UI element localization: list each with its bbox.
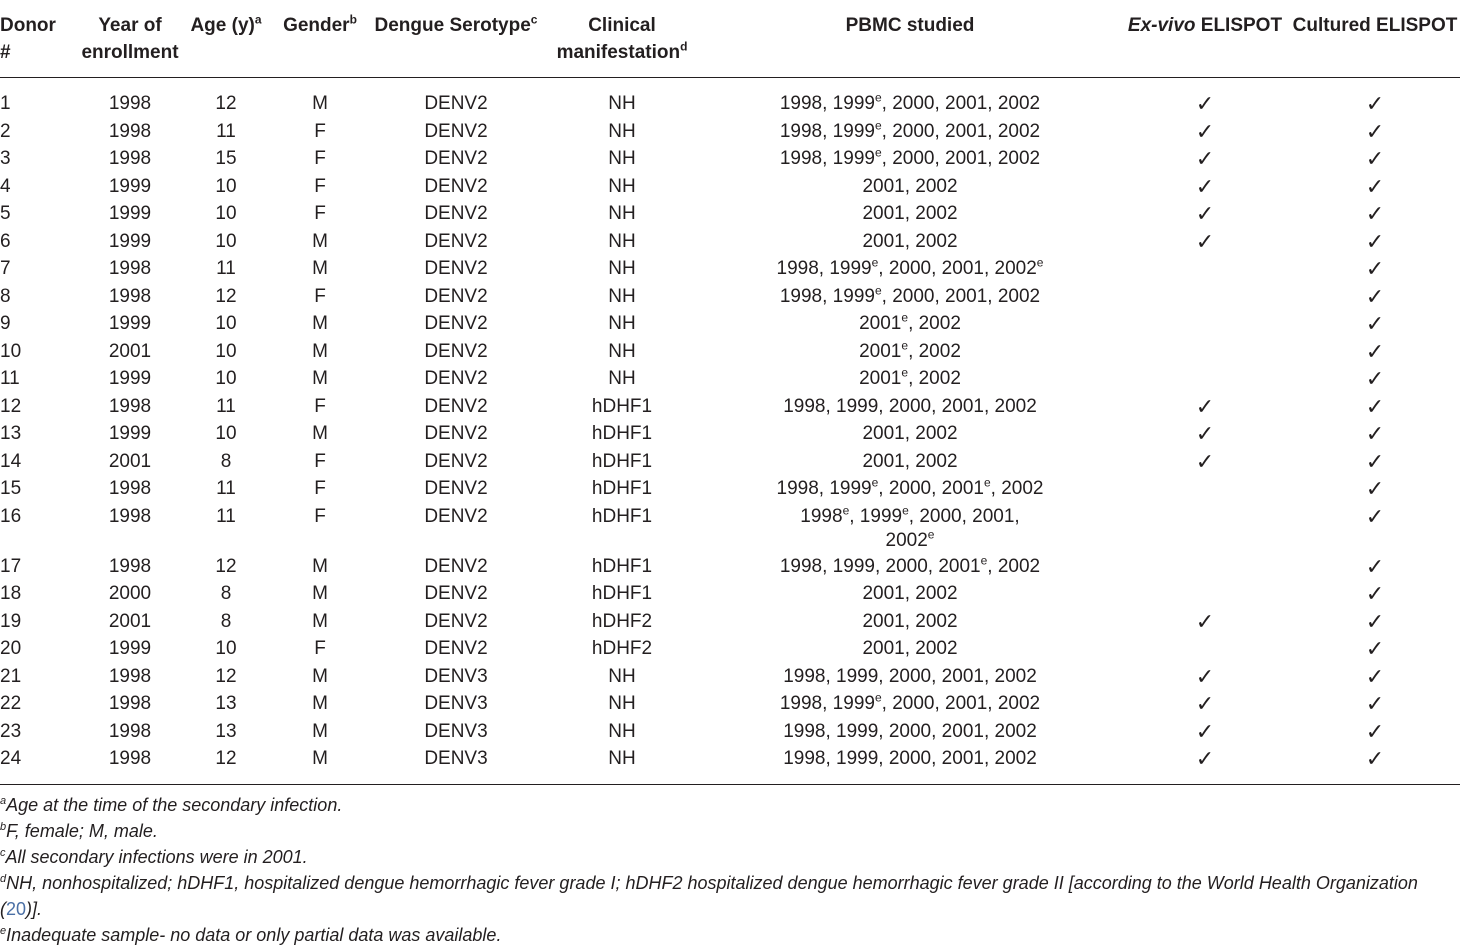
table-row bbox=[0, 690, 1460, 718]
cell-gender: M bbox=[312, 313, 328, 334]
cell-clinical: NH bbox=[608, 748, 636, 769]
cultured-check-icon: ✓ bbox=[1365, 503, 1385, 529]
cell-donor: 15 bbox=[0, 478, 22, 499]
cell-serotype: DENV2 bbox=[424, 505, 488, 527]
cell-donor: 7 bbox=[0, 258, 11, 279]
cell-age: 13 bbox=[215, 720, 237, 742]
cultured-check-icon: ✓ bbox=[1365, 91, 1385, 116]
cell-gender: F bbox=[314, 203, 326, 224]
cell-clinical: NH bbox=[608, 120, 636, 142]
cell-year: 1998 bbox=[108, 720, 152, 742]
cell-clinical: NH bbox=[608, 368, 636, 389]
cell-donor: 2 bbox=[0, 120, 11, 142]
cell-age: 8 bbox=[220, 583, 232, 604]
cultured-check-icon: ✓ bbox=[1365, 146, 1385, 171]
table-row bbox=[0, 283, 1460, 311]
cultured-check-icon: ✓ bbox=[1365, 636, 1385, 661]
cell-gender: M bbox=[312, 423, 328, 444]
cultured-check-icon: ✓ bbox=[1365, 173, 1385, 199]
cell-clinical: NH bbox=[608, 230, 636, 252]
cell-donor: 13 bbox=[0, 423, 22, 444]
cell-gender: M bbox=[312, 583, 328, 604]
cell-clinical: hDHF1 bbox=[591, 423, 653, 444]
cell-year: 1999 bbox=[108, 638, 152, 659]
cultured-check-icon: ✓ bbox=[1365, 338, 1385, 364]
cell-clinical: hDHF1 bbox=[591, 583, 653, 604]
cell-age: 10 bbox=[215, 340, 237, 362]
cell-age: 12 bbox=[215, 93, 237, 114]
table-row bbox=[0, 338, 1460, 366]
cell-donor: 19 bbox=[0, 610, 22, 632]
table-row bbox=[0, 118, 1460, 146]
cell-age: 10 bbox=[215, 638, 237, 659]
exvivo-check-icon: ✓ bbox=[1195, 608, 1215, 634]
table-row bbox=[0, 145, 1460, 173]
cell-serotype: DENV2 bbox=[424, 583, 488, 604]
cell-clinical: NH bbox=[608, 720, 636, 742]
exvivo-check-icon: ✓ bbox=[1195, 201, 1215, 226]
cell-serotype: DENV2 bbox=[424, 395, 488, 417]
cell-donor: 3 bbox=[0, 148, 11, 169]
cell-pbmc: 2001, 2002 bbox=[862, 423, 958, 444]
cell-serotype: DENV2 bbox=[424, 313, 488, 334]
table-row bbox=[0, 580, 1460, 608]
cell-year: 1998 bbox=[108, 555, 152, 577]
cell-pbmc: 1998, 1999e, 2000, 2001e, 2002 bbox=[776, 475, 1044, 499]
cell-age: 10 bbox=[215, 203, 237, 224]
cell-pbmc: 2001, 2002 bbox=[862, 610, 958, 632]
table-row bbox=[0, 475, 1460, 503]
cultured-check-icon: ✓ bbox=[1365, 581, 1385, 606]
table-row bbox=[0, 503, 1460, 553]
cell-donor: 12 bbox=[0, 395, 22, 417]
cell-pbmc: 1998, 1999e, 2000, 2001, 2002 bbox=[779, 145, 1041, 169]
cultured-check-icon: ✓ bbox=[1365, 448, 1385, 474]
cell-age: 10 bbox=[215, 313, 237, 334]
cultured-check-icon: ✓ bbox=[1365, 663, 1385, 689]
cell-year: 1999 bbox=[108, 313, 152, 334]
cell-serotype: DENV2 bbox=[424, 285, 488, 307]
cell-serotype: DENV3 bbox=[424, 720, 488, 742]
footnote-d: $^d$NH, nonhospitalized; hDHF1, hospitalized dengue hemorrhagic fever grade I; hDHF2 hospitalized dengue hemorrhagic fever grade II [according to the World Health Organization (20)]. bbox=[0, 873, 1418, 919]
cell-donor: 4 bbox=[0, 175, 11, 197]
cell-clinical: hDHF1 bbox=[591, 555, 653, 577]
header-serotype: Dengue Serotype$^c$ bbox=[368, 0, 544, 78]
header-row bbox=[0, 0, 1460, 78]
cell-pbmc: 1998, 1999e, 2000, 2001, 2002 bbox=[779, 90, 1041, 114]
cell-year: 1999 bbox=[108, 175, 152, 197]
exvivo-check-icon: ✓ bbox=[1195, 228, 1215, 254]
cell-gender: M bbox=[312, 368, 328, 389]
cell-donor: 21 bbox=[0, 665, 22, 687]
cell-pbmc: 1998, 1999e, 2000, 2001, 2002e bbox=[776, 255, 1044, 279]
cell-serotype: DENV3 bbox=[424, 693, 488, 714]
cell-gender: F bbox=[314, 505, 326, 527]
cell-year: 1998 bbox=[108, 395, 152, 417]
cell-pbmc: 2001, 2002 bbox=[862, 203, 958, 224]
cell-clinical: NH bbox=[608, 93, 636, 114]
cell-gender: F bbox=[314, 638, 326, 659]
cell-pbmc: 2001e, 2002 bbox=[859, 365, 961, 389]
table-row bbox=[0, 200, 1460, 228]
footnote-a: $^a$Age at the time of the secondary infection. bbox=[0, 795, 343, 815]
cell-year: 1998 bbox=[108, 258, 152, 279]
cell-gender: M bbox=[312, 230, 328, 252]
exvivo-check-icon: ✓ bbox=[1195, 746, 1215, 771]
reference-link[interactable]: 20 bbox=[6, 899, 27, 919]
table-row bbox=[0, 718, 1460, 746]
table-row bbox=[0, 663, 1460, 691]
cell-year: 1999 bbox=[108, 368, 152, 389]
cell-exvivo bbox=[1120, 635, 1290, 663]
cell-age: 11 bbox=[216, 478, 236, 499]
exvivo-check-icon: ✓ bbox=[1195, 393, 1215, 419]
table-row bbox=[0, 745, 1460, 784]
cultured-check-icon: ✓ bbox=[1365, 553, 1385, 579]
cell-donor: 9 bbox=[0, 313, 11, 334]
cell-year: 1998 bbox=[108, 120, 152, 142]
cell-gender: M bbox=[312, 340, 328, 362]
header-donor: Donor # bbox=[0, 0, 80, 78]
cell-donor: 10 bbox=[0, 340, 22, 362]
cultured-check-icon: ✓ bbox=[1365, 608, 1385, 634]
cultured-check-icon: ✓ bbox=[1365, 393, 1385, 419]
cell-exvivo bbox=[1120, 283, 1290, 311]
cell-gender: M bbox=[312, 610, 328, 632]
cell-age: 12 bbox=[215, 555, 237, 577]
cell-donor: 23 bbox=[0, 720, 22, 742]
cultured-check-icon: ✓ bbox=[1365, 201, 1385, 226]
cell-year: 1998 bbox=[108, 148, 152, 169]
exvivo-check-icon: ✓ bbox=[1195, 91, 1215, 116]
cell-year: 1999 bbox=[108, 230, 152, 252]
cell-year: 1998 bbox=[108, 478, 152, 499]
cell-exvivo bbox=[1120, 255, 1290, 283]
cell-clinical: NH bbox=[608, 203, 636, 224]
cell-serotype: DENV2 bbox=[424, 148, 488, 169]
header-year: Year of enrollment bbox=[80, 0, 180, 78]
cell-age: 10 bbox=[215, 368, 237, 389]
cell-clinical: hDHF1 bbox=[591, 395, 653, 417]
cultured-check-icon: ✓ bbox=[1365, 256, 1385, 281]
footnote-c: $^c$All secondary infections were in 2001. bbox=[0, 847, 308, 867]
cell-pbmc: 1998, 1999e, 2000, 2001, 2002 bbox=[779, 118, 1041, 142]
cell-gender: M bbox=[312, 93, 328, 114]
cell-age: 8 bbox=[220, 450, 232, 472]
cultured-check-icon: ✓ bbox=[1365, 118, 1385, 144]
cell-donor: 24 bbox=[0, 748, 22, 769]
cell-gender: M bbox=[312, 748, 328, 769]
cell-clinical: hDHF1 bbox=[591, 478, 653, 499]
table-row bbox=[0, 228, 1460, 256]
cell-clinical: NH bbox=[608, 693, 636, 714]
cell-donor: 8 bbox=[0, 285, 11, 307]
cell-exvivo bbox=[1120, 338, 1290, 366]
cell-age: 11 bbox=[216, 505, 236, 527]
cell-serotype: DENV2 bbox=[424, 368, 488, 389]
cell-pbmc: 1998e, 1999e, 2000, 2001, 2002e bbox=[800, 503, 1020, 551]
cell-donor: 17 bbox=[0, 555, 22, 577]
cell-clinical: NH bbox=[608, 258, 636, 279]
cell-serotype: DENV2 bbox=[424, 93, 488, 114]
cell-year: 2001 bbox=[108, 340, 152, 362]
cell-pbmc: 2001, 2002 bbox=[862, 175, 958, 197]
cell-gender: F bbox=[314, 478, 326, 499]
header-pbmc: PBMC studied bbox=[700, 0, 1120, 78]
cell-clinical: NH bbox=[608, 665, 636, 687]
cell-gender: F bbox=[314, 175, 326, 197]
cell-donor: 11 bbox=[0, 368, 20, 389]
cell-pbmc: 1998, 1999, 2000, 2001, 2002 bbox=[783, 748, 1037, 769]
header-exvivo: Ex-vivo ELISPOT bbox=[1120, 0, 1290, 78]
cell-age: 12 bbox=[215, 748, 237, 769]
cell-exvivo bbox=[1120, 553, 1290, 581]
cell-gender: M bbox=[312, 720, 328, 742]
cell-pbmc: 2001, 2002 bbox=[862, 450, 958, 472]
cultured-check-icon: ✓ bbox=[1365, 476, 1385, 501]
cell-pbmc: 1998, 1999, 2000, 2001e, 2002 bbox=[779, 553, 1041, 577]
table-row bbox=[0, 310, 1460, 338]
table-row bbox=[0, 78, 1460, 118]
cell-pbmc: 1998, 1999, 2000, 2001, 2002 bbox=[783, 720, 1037, 742]
table-row bbox=[0, 553, 1460, 581]
cell-exvivo bbox=[1120, 580, 1290, 608]
cell-donor: 14 bbox=[0, 450, 22, 472]
cultured-check-icon: ✓ bbox=[1365, 311, 1385, 336]
header-clinical: Clinical manifestation$^d$ bbox=[544, 0, 700, 78]
cell-serotype: DENV2 bbox=[424, 203, 488, 224]
table-body bbox=[0, 78, 1460, 785]
cell-donor: 18 bbox=[0, 583, 22, 604]
cell-exvivo bbox=[1120, 503, 1290, 553]
cell-donor: 16 bbox=[0, 505, 22, 527]
cell-gender: F bbox=[314, 285, 326, 307]
footnotes bbox=[0, 792, 1460, 948]
cell-gender: F bbox=[314, 450, 326, 472]
cell-serotype: DENV2 bbox=[424, 450, 488, 472]
cell-age: 10 bbox=[215, 175, 237, 197]
cultured-check-icon: ✓ bbox=[1365, 746, 1385, 771]
cell-clinical: hDHF1 bbox=[591, 450, 653, 472]
cultured-check-icon: ✓ bbox=[1365, 366, 1385, 391]
cell-gender: F bbox=[314, 395, 326, 417]
cell-gender: M bbox=[312, 555, 328, 577]
table-row bbox=[0, 420, 1460, 448]
cell-year: 1998 bbox=[108, 505, 152, 527]
footnote-e: $^e$Inadequate sample- no data or only partial data was available. bbox=[0, 925, 502, 945]
cell-pbmc: 1998, 1999, 2000, 2001, 2002 bbox=[783, 665, 1037, 687]
cell-donor: 20 bbox=[0, 638, 22, 659]
table-row bbox=[0, 635, 1460, 663]
cell-clinical: NH bbox=[608, 285, 636, 307]
cell-serotype: DENV2 bbox=[424, 230, 488, 252]
cell-pbmc: 2001, 2002 bbox=[862, 583, 958, 604]
cell-year: 1998 bbox=[108, 93, 152, 114]
cultured-check-icon: ✓ bbox=[1365, 421, 1385, 446]
cell-donor: 22 bbox=[0, 693, 22, 714]
cell-pbmc: 1998, 1999e, 2000, 2001, 2002 bbox=[779, 283, 1041, 307]
cell-serotype: DENV2 bbox=[424, 120, 488, 142]
cell-serotype: DENV3 bbox=[424, 748, 488, 769]
header-cultured: Cultured ELISPOT bbox=[1290, 0, 1460, 78]
cell-gender: F bbox=[314, 148, 326, 169]
cell-serotype: DENV3 bbox=[424, 665, 488, 687]
table-row bbox=[0, 365, 1460, 393]
exvivo-check-icon: ✓ bbox=[1195, 118, 1215, 144]
cell-age: 15 bbox=[215, 148, 237, 169]
exvivo-check-icon: ✓ bbox=[1195, 448, 1215, 474]
cell-age: 11 bbox=[216, 120, 236, 142]
cell-pbmc: 1998, 1999e, 2000, 2001, 2002 bbox=[779, 690, 1041, 714]
table-row bbox=[0, 608, 1460, 636]
cell-clinical: NH bbox=[608, 313, 636, 334]
exvivo-check-icon: ✓ bbox=[1195, 663, 1215, 689]
cell-age: 11 bbox=[216, 258, 236, 279]
cell-donor: 5 bbox=[0, 203, 11, 224]
table-row bbox=[0, 255, 1460, 283]
cultured-check-icon: ✓ bbox=[1365, 691, 1385, 716]
cell-pbmc: 2001e, 2002 bbox=[859, 338, 961, 362]
cell-exvivo bbox=[1120, 310, 1290, 338]
exvivo-check-icon: ✓ bbox=[1195, 173, 1215, 199]
cell-serotype: DENV2 bbox=[424, 423, 488, 444]
cultured-check-icon: ✓ bbox=[1365, 718, 1385, 744]
cell-year: 2001 bbox=[108, 610, 152, 632]
cell-age: 11 bbox=[216, 395, 236, 417]
cell-clinical: NH bbox=[608, 340, 636, 362]
cell-gender: M bbox=[312, 258, 328, 279]
cell-gender: M bbox=[312, 665, 328, 687]
cell-serotype: DENV2 bbox=[424, 340, 488, 362]
cell-pbmc: 2001, 2002 bbox=[862, 230, 958, 252]
exvivo-check-icon: ✓ bbox=[1195, 421, 1215, 446]
exvivo-check-icon: ✓ bbox=[1195, 718, 1215, 744]
table-row bbox=[0, 448, 1460, 476]
cell-pbmc: 1998, 1999, 2000, 2001, 2002 bbox=[783, 395, 1037, 417]
cell-gender: F bbox=[314, 120, 326, 142]
cell-age: 13 bbox=[215, 693, 237, 714]
cell-year: 1998 bbox=[108, 665, 152, 687]
cell-pbmc: 2001, 2002 bbox=[862, 638, 958, 659]
cell-serotype: DENV2 bbox=[424, 610, 488, 632]
cell-clinical: hDHF1 bbox=[591, 505, 653, 527]
cell-gender: M bbox=[312, 693, 328, 714]
footnote-b: $^b$F, female; M, male. bbox=[0, 821, 158, 841]
header-gender: Gender$^b$ bbox=[272, 0, 368, 78]
cell-clinical: NH bbox=[608, 148, 636, 169]
cell-clinical: hDHF2 bbox=[591, 638, 653, 659]
cell-age: 10 bbox=[215, 423, 237, 444]
cell-age: 12 bbox=[215, 285, 237, 307]
cell-age: 8 bbox=[220, 610, 232, 632]
cell-year: 1999 bbox=[108, 203, 152, 224]
table-row bbox=[0, 393, 1460, 421]
cell-year: 1998 bbox=[108, 748, 152, 769]
cell-donor: 1 bbox=[0, 93, 11, 114]
cell-exvivo bbox=[1120, 365, 1290, 393]
cell-serotype: DENV2 bbox=[424, 175, 488, 197]
cell-serotype: DENV2 bbox=[424, 258, 488, 279]
cell-pbmc: 2001e, 2002 bbox=[859, 310, 961, 334]
cultured-check-icon: ✓ bbox=[1365, 283, 1385, 309]
cell-serotype: DENV2 bbox=[424, 638, 488, 659]
header-age: Age $(y)^a$ bbox=[180, 0, 272, 78]
cell-exvivo bbox=[1120, 475, 1290, 503]
cell-clinical: hDHF2 bbox=[591, 610, 653, 632]
cell-serotype: DENV2 bbox=[424, 555, 488, 577]
cell-year: 1998 bbox=[108, 285, 152, 307]
cell-year: 1998 bbox=[108, 693, 152, 714]
cell-age: 12 bbox=[215, 665, 237, 687]
cultured-check-icon: ✓ bbox=[1365, 228, 1385, 254]
table-row bbox=[0, 173, 1460, 201]
cell-year: 2001 bbox=[108, 450, 152, 472]
exvivo-check-icon: ✓ bbox=[1195, 691, 1215, 716]
cell-year: 2000 bbox=[108, 583, 152, 604]
cell-year: 1999 bbox=[108, 423, 152, 444]
cell-clinical: NH bbox=[608, 175, 636, 197]
cell-donor: 6 bbox=[0, 230, 11, 252]
cell-age: 10 bbox=[215, 230, 237, 252]
cell-serotype: DENV2 bbox=[424, 478, 488, 499]
exvivo-check-icon: ✓ bbox=[1195, 146, 1215, 171]
